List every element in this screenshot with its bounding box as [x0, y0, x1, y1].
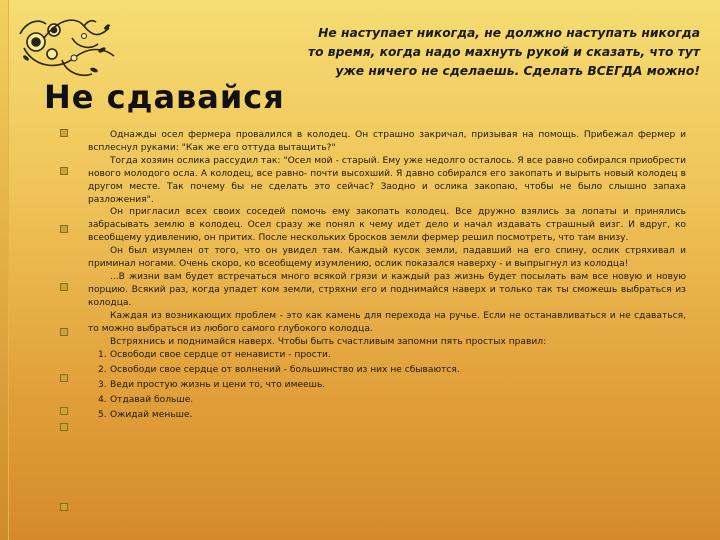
- paragraph: [88, 245, 686, 271]
- paragraph-text: Он пригласил всех своих соседей помочь ему закопать колодец. Все дружно взялись за лопаты и принялись забрасывать землю в колодец. Осел сразу же понял к чему идет дело и начал издавать страшный визг. И вдруг, ко всеобщему удивлению, он притих. После нескольких бросков земли фермер решил посмотреть, что там внизу.: [88, 207, 686, 244]
- epigraph-line-3: уже ничего не сделаешь. Сделать ВСЕГДА можно!: [335, 64, 700, 78]
- rule-text: Освободи свое сердце от ненависти - прости.: [110, 350, 331, 361]
- list-item: [98, 363, 686, 378]
- paragraph: [88, 129, 686, 155]
- rule-number: 3.: [98, 380, 107, 391]
- bullet-marker: [60, 225, 68, 233]
- bullet-marker: [60, 167, 68, 175]
- paragraph-text: Тогда хозяин ослика рассудил так: "Осел мой - старый. Ему уже недолго осталось. Я все равно собирался приобрести нового молодого осла. А колодец, все равно- почти высохший. Я давно собирался его закопать и вырыть новый колодец в другом месте. Так почему бы не сделать это сейчас? Заодно и ослика закопаю, чтобы не было слышно запаха разложения".: [88, 155, 686, 205]
- list-item: [98, 378, 686, 393]
- rule-text: Веди простую жизнь и цени то, что имеешь.: [110, 380, 326, 391]
- paragraph-text: Встряхнись и поднимайся наверх. Чтобы быть счастливым запомни пять простых правил:: [110, 336, 547, 347]
- list-item: [98, 408, 686, 423]
- rule-text: Отдавай больше.: [110, 395, 194, 406]
- bullet-marker: [60, 503, 68, 511]
- list-item: [98, 393, 686, 408]
- rule-text: Освободи свое сердце от волнений - большинство из них не сбываются.: [110, 365, 460, 376]
- paragraph: [88, 206, 686, 245]
- paragraph: [88, 271, 686, 310]
- rules-list: [88, 348, 686, 423]
- paragraph: [88, 310, 686, 336]
- list-item: [98, 348, 686, 363]
- paragraph-text: Он был изумлен от того, что он увидел там. Каждый кусок земли, падавший на его спину, ослик стряхивал и приминал ногами. Очень скоро, ко всеобщему изумлению, ослик показался наверху - и выпрыгнул из колодца!: [88, 246, 686, 270]
- slide-title: Не сдавайся: [44, 78, 285, 116]
- story-text: [88, 129, 686, 423]
- paragraph-text: ...В жизни вам будет встречаться много всякой грязи и каждый раз жизнь будет посылать вам все новую и новую порцию. Всякий раз, когда упадет ком земли, стряхни его и поднимайся наверх и только так ты сможешь выбраться из колодца.: [88, 271, 686, 308]
- bullet-marker: [60, 283, 68, 291]
- bullet-marker: [60, 374, 68, 382]
- floral-ornament-icon: [14, 8, 119, 88]
- paragraph: [88, 155, 686, 207]
- rule-number: 1.: [98, 350, 107, 361]
- bullet-marker: [60, 328, 68, 336]
- rule-text: Ожидай меньше.: [110, 410, 193, 421]
- paragraph-text: Однажды осел фермера провалился в колодец. Он страшно закричал, призывая на помощь. Прибежал фермер и всплеснул руками: "Как же его оттуда вытащить?": [88, 130, 686, 153]
- slide-left-band: [0, 0, 9, 540]
- paragraph: [88, 336, 686, 349]
- bullet-marker: [60, 129, 68, 137]
- bullet-marker: [60, 407, 68, 415]
- rule-number: 4.: [98, 395, 107, 406]
- rule-number: 2.: [98, 365, 107, 376]
- epigraph-quote: [220, 24, 700, 81]
- epigraph-line-1: Не наступает никогда, не должно наступать никогда: [318, 26, 700, 40]
- paragraph-text: Каждая из возникающих проблем - это как камень для перехода на ручье. Если не останавливаться и не сдаваться, то можно выбраться из любого самого глубокого колодца.: [88, 310, 686, 334]
- epigraph-line-2: то время, когда надо махнуть рукой и сказать, что тут: [307, 45, 700, 59]
- bullet-marker: [60, 423, 68, 431]
- rule-number: 5.: [98, 410, 107, 421]
